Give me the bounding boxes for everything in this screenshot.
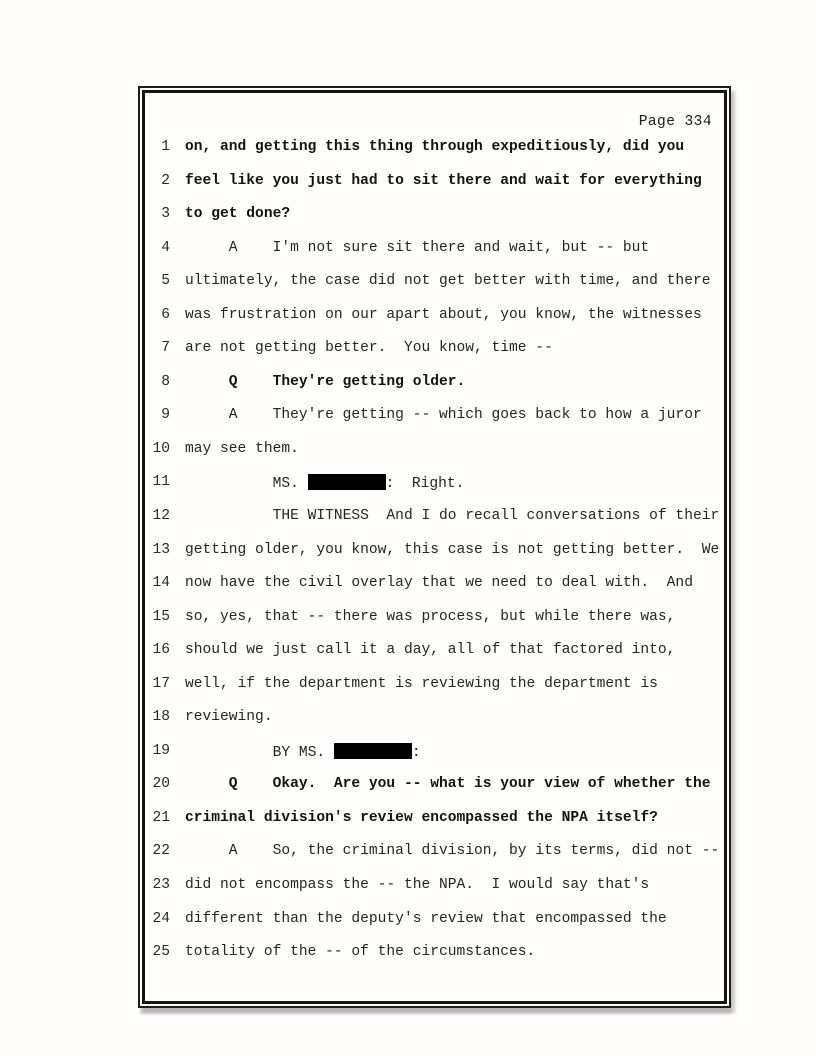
line-number: 20 [152,776,170,793]
transcript-line [145,139,724,173]
line-number: 8 [161,373,170,390]
transcript-line [145,240,724,274]
line-text: to get done? [185,206,291,223]
line-text: was frustration on our apart about, you know, the witnesses [185,306,702,323]
line-number: 7 [161,340,170,357]
line-text: getting older, you know, this case is not getting better. We [185,541,720,558]
transcript-line [145,642,724,676]
line-number: 2 [161,172,170,189]
transcript-line [145,206,724,240]
transcript-line [145,843,724,877]
transcript-line [145,944,724,978]
line-number: 1 [161,139,170,155]
line-text: should we just call it a day, all of that factored into, [185,642,676,659]
transcript-line [145,340,724,374]
transcript-inner-border [142,90,727,1004]
line-number: 12 [152,508,170,525]
transcript-line [145,508,724,542]
line-text: A So, the criminal division, by its terms, did not -- [185,843,720,860]
line-text: did not encompass the -- the NPA. I would say that's [185,877,650,894]
line-number: 13 [152,541,170,558]
line-number: 6 [161,306,170,323]
transcript-line [145,542,724,576]
transcript-line [145,676,724,710]
line-text: MS. : Right. [185,476,465,493]
line-number: 16 [152,642,170,659]
line-text: criminal division's review encompassed the NPA itself? [185,809,658,826]
line-text: feel like you just had to sit there and wait for everything [185,172,702,189]
transcript-line [145,173,724,207]
line-text: well, if the department is reviewing the department is [185,675,658,692]
line-number: 25 [152,944,170,961]
transcript-line [145,911,724,945]
line-number: 10 [152,440,170,457]
transcript-line [145,307,724,341]
line-text: totality of the -- of the circumstances. [185,944,536,961]
line-text: now have the civil overlay that we need to deal with. And [185,575,693,592]
line-text: are not getting better. You know, time -- [185,340,553,357]
redaction-box [334,743,412,759]
transcript-line [145,273,724,307]
line-number: 18 [152,709,170,726]
line-text: Q Okay. Are you -- what is your view of whether the [185,776,711,793]
line-number: 5 [161,273,170,290]
line-number: 19 [152,742,170,759]
line-number: 21 [152,809,170,826]
transcript-outer-border [138,86,731,1008]
line-text: reviewing. [185,709,273,726]
redaction-box [308,474,386,490]
transcript-line [145,776,724,810]
line-number: 17 [152,675,170,692]
line-number: 4 [161,239,170,256]
line-number: 22 [152,843,170,860]
line-number: 14 [152,575,170,592]
transcript-line [145,743,724,777]
transcript-line [145,877,724,911]
line-number: 23 [152,877,170,894]
page-number: Page 334 [638,114,712,130]
line-text: ultimately, the case did not get better with time, and there [185,273,711,290]
transcript-line [145,709,724,743]
line-text: BY MS. : [185,744,421,761]
line-text: on, and getting this thing through expeditiously, did you [185,139,685,155]
line-number: 9 [161,407,170,424]
line-number: 24 [152,910,170,927]
transcript-line [145,609,724,643]
transcript-line [145,575,724,609]
line-text: Q They're getting older. [185,373,466,390]
transcript-line [145,474,724,508]
transcript-line [145,810,724,844]
line-text: THE WITNESS And I do recall conversations of their [185,508,720,525]
line-text: different than the deputy's review that encompassed the [185,910,667,927]
line-text: may see them. [185,440,299,457]
transcript-line [145,441,724,475]
line-number: 11 [152,474,170,491]
transcript-lines [145,139,724,978]
line-text: A I'm not sure sit there and wait, but -- but [185,239,650,256]
transcript-line [145,374,724,408]
line-text: so, yes, that -- there was process, but while there was, [185,608,676,625]
line-number: 3 [161,206,170,223]
transcript-line [145,407,724,441]
line-number: 15 [152,608,170,625]
line-text: A They're getting -- which goes back to how a juror [185,407,702,424]
